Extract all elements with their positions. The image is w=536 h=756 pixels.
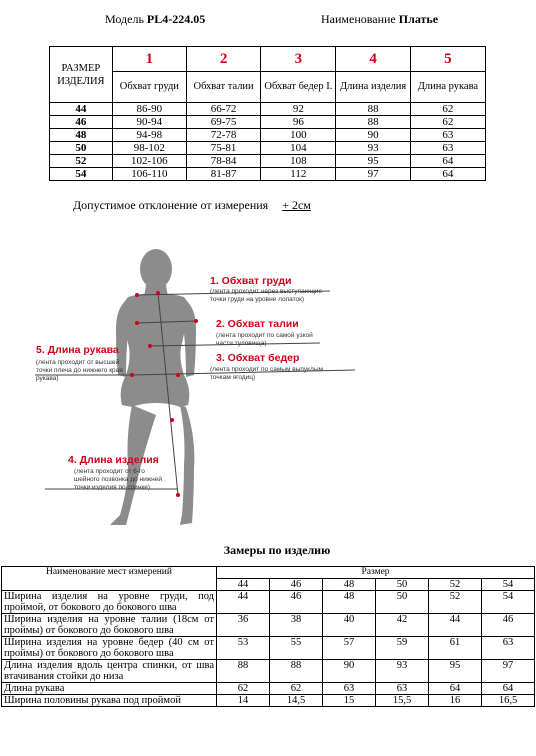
measurement-cell: 96 [261, 116, 336, 129]
tolerance-note [73, 198, 311, 213]
point [176, 493, 180, 497]
size-rows [50, 103, 486, 181]
point [194, 319, 198, 323]
garment-value-cell: 15,5 [376, 695, 429, 707]
size-row [50, 142, 486, 155]
point [135, 293, 139, 297]
measurement-cell: 66-72 [186, 103, 260, 116]
column-header: Обхват груди [112, 72, 186, 103]
garment-value-cell: 61 [429, 637, 482, 660]
measurement-cell: 88 [336, 116, 410, 129]
size-row [50, 129, 486, 142]
garment-value-cell: 14 [217, 695, 270, 707]
garment-size-cell: 44 [217, 579, 270, 591]
size-cell: 52 [50, 155, 113, 168]
column-header: Длина рукава [410, 72, 485, 103]
garment-value-cell: 97 [482, 660, 535, 683]
garment-measurements-title: Замеры по изделию [223, 543, 331, 557]
desc-waist: (лента проходит по самой узкой части туловища) [216, 332, 313, 347]
size-corner-header [50, 47, 113, 103]
garment-row [2, 660, 535, 683]
label-waist: 2. Обхват талии [216, 318, 299, 330]
name-value: Платье [398, 12, 439, 26]
label-hips: 3. Обхват бедер [216, 352, 300, 364]
measurement-cell: 64 [410, 168, 485, 181]
measurement-cell: 62 [410, 103, 485, 116]
garment-value-cell: 52 [429, 591, 482, 614]
measurement-cell: 90-94 [112, 116, 186, 129]
garment-measure-name: Ширина изделия на уровне бедер (40 см от проймы) от бокового до бокового шва [2, 637, 217, 660]
measurement-cell: 64 [410, 155, 485, 168]
garment-value-cell: 88 [270, 660, 323, 683]
measurement-cell: 78-84 [186, 155, 260, 168]
label-sleeve: 5. Длина рукава [36, 344, 119, 356]
desc-sleeve: (лента проходит от высшей точки плеча до нижнего края рукава) [36, 359, 123, 382]
garment-measure-name: Ширина половины рукава под проймой [2, 695, 217, 707]
measurement-cell: 94-98 [112, 129, 186, 142]
column-number: 2 [186, 47, 260, 72]
name-line [321, 12, 438, 27]
measurement-cell: 90 [336, 129, 410, 142]
garment-value-cell: 40 [323, 614, 376, 637]
garment-value-cell: 46 [270, 591, 323, 614]
measurement-cell: 106-110 [112, 168, 186, 181]
garment-size-cell: 54 [482, 579, 535, 591]
document-header [0, 12, 536, 28]
measurement-cell: 100 [261, 129, 336, 142]
column-number: 4 [336, 47, 410, 72]
garment-value-cell: 57 [323, 637, 376, 660]
garment-value-cell: 88 [217, 660, 270, 683]
size-cell: 44 [50, 103, 113, 116]
measurement-diagram [0, 225, 536, 535]
column-number: 1 [112, 47, 186, 72]
garment-value-cell: 62 [217, 683, 270, 695]
corner-label-2: ИЗДЕЛИЯ [57, 75, 105, 87]
column-number: 3 [261, 47, 336, 72]
size-cell: 50 [50, 142, 113, 155]
garment-value-cell: 48 [323, 591, 376, 614]
garment-size-cell: 52 [429, 579, 482, 591]
garment-value-cell: 90 [323, 660, 376, 683]
desc-length: (лента проходит от 6-го шейного позвонка до нижней точки изделия по спинке) [74, 468, 162, 491]
garment-measure-name: Длина изделия вдоль центра спинки, от шва втачивания стойки до низа [2, 660, 217, 683]
garment-size-cell: 50 [376, 579, 429, 591]
measurement-cell: 63 [410, 142, 485, 155]
tolerance-value: + 2см [282, 198, 311, 212]
column-header: Обхват талии [186, 72, 260, 103]
measurement-cell: 108 [261, 155, 336, 168]
garment-measure-name: Ширина изделия на уровне талии (18см от проймы) от бокового до бокового шва [2, 614, 217, 637]
point [135, 321, 139, 325]
garment-value-cell: 16,5 [482, 695, 535, 707]
size-row [50, 116, 486, 129]
desc-hips: (лента проходит по самым выпуклым точкам ягодиц) [210, 366, 323, 381]
point [148, 344, 152, 348]
size-header: Размер [217, 567, 535, 579]
garment-size-cell: 46 [270, 579, 323, 591]
garment-row [2, 695, 535, 707]
measurement-cell: 81-87 [186, 168, 260, 181]
measurement-cell: 104 [261, 142, 336, 155]
garment-size-cell: 48 [323, 579, 376, 591]
tolerance-text: Допустимое отклонение от измерения [73, 198, 269, 212]
size-chart-table [49, 46, 486, 181]
garment-value-cell: 50 [376, 591, 429, 614]
garment-row [2, 591, 535, 614]
garment-value-cell: 55 [270, 637, 323, 660]
model-label: Модель [105, 12, 144, 26]
garment-value-cell: 63 [376, 683, 429, 695]
measurement-cell: 63 [410, 129, 485, 142]
garment-value-cell: 42 [376, 614, 429, 637]
garment-value-cell: 64 [482, 683, 535, 695]
garment-row [2, 614, 535, 637]
garment-value-cell: 63 [482, 637, 535, 660]
garment-value-cell: 59 [376, 637, 429, 660]
size-cell: 46 [50, 116, 113, 129]
garment-row [2, 637, 535, 660]
measurement-cell: 93 [336, 142, 410, 155]
garment-value-cell: 46 [482, 614, 535, 637]
measurement-cell: 92 [261, 103, 336, 116]
measurement-cell: 98-102 [112, 142, 186, 155]
measurement-name-header: Наименование мест измерений [2, 567, 217, 591]
measurement-cell: 86-90 [112, 103, 186, 116]
garment-rows [2, 591, 535, 707]
garment-value-cell: 15 [323, 695, 376, 707]
measurement-cell: 95 [336, 155, 410, 168]
measurement-cell: 69-75 [186, 116, 260, 129]
corner-label-1: РАЗМЕР [61, 62, 101, 74]
point [176, 373, 180, 377]
size-cell: 48 [50, 129, 113, 142]
garment-value-cell: 62 [270, 683, 323, 695]
garment-value-cell: 44 [217, 591, 270, 614]
garment-value-cell: 44 [429, 614, 482, 637]
garment-value-cell: 93 [376, 660, 429, 683]
garment-measurements-table [1, 566, 535, 707]
label-chest: 1. Обхват груди [210, 275, 292, 287]
garment-value-cell: 63 [323, 683, 376, 695]
measurement-cell: 62 [410, 116, 485, 129]
name-label: Наименование [321, 12, 396, 26]
measurement-cell: 97 [336, 168, 410, 181]
measurement-cell: 75-81 [186, 142, 260, 155]
desc-chest: (лента проходит через выступающие точки груди на уровне лопаток) [210, 288, 323, 303]
column-header: Обхват бедер I. [261, 72, 336, 103]
measurement-cell: 72-78 [186, 129, 260, 142]
label-length: 4. Длина изделия [68, 454, 159, 466]
size-row [50, 103, 486, 116]
size-row [50, 155, 486, 168]
measurement-cell: 102-106 [112, 155, 186, 168]
garment-value-cell: 64 [429, 683, 482, 695]
point [170, 418, 174, 422]
garment-value-cell: 36 [217, 614, 270, 637]
garment-value-cell: 53 [217, 637, 270, 660]
garment-measure-name: Длина рукава [2, 683, 217, 695]
measurement-cell: 112 [261, 168, 336, 181]
size-row [50, 168, 486, 181]
garment-measure-name: Ширина изделия на уровне груди, под проймой, от бокового до бокового шва [2, 591, 217, 614]
garment-value-cell: 38 [270, 614, 323, 637]
garment-value-cell: 95 [429, 660, 482, 683]
point [130, 373, 134, 377]
column-number: 5 [410, 47, 485, 72]
point [156, 291, 160, 295]
measurement-cell: 88 [336, 103, 410, 116]
size-cell: 54 [50, 168, 113, 181]
model-line [105, 12, 205, 27]
garment-value-cell: 54 [482, 591, 535, 614]
garment-value-cell: 16 [429, 695, 482, 707]
model-value: PL4-224.05 [146, 12, 206, 26]
column-header: Длина изделия [336, 72, 410, 103]
garment-row [2, 683, 535, 695]
garment-value-cell: 14,5 [270, 695, 323, 707]
